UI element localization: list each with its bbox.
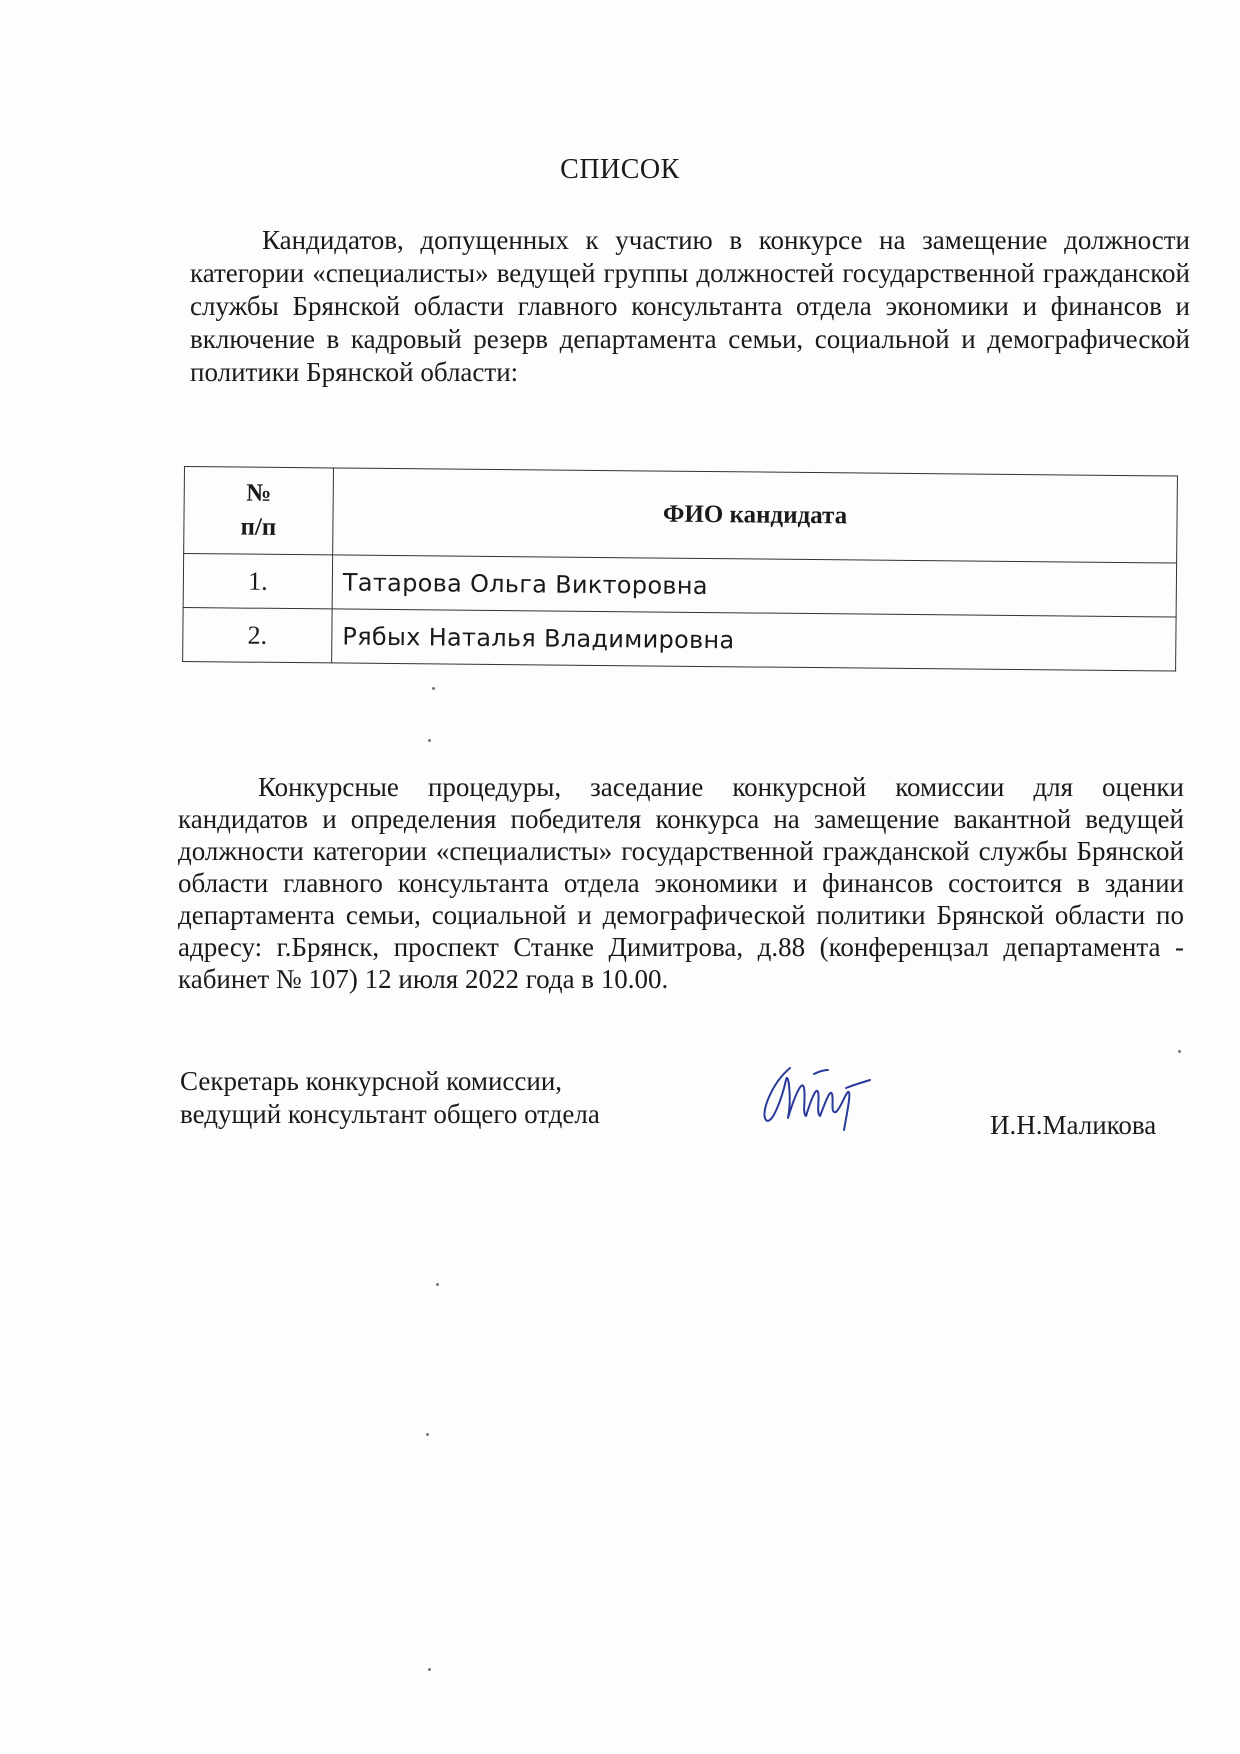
column-header-name: ФИО кандидата [333,468,1178,563]
column-header-number-line2: п/п [240,513,277,541]
scan-speck [432,687,435,690]
candidate-name: Рябых Наталья Владимировна [332,609,1176,671]
intro-paragraph: Кандидатов, допущенных к участию в конкурсе на замещение должности категории «специалисты» ведущей группы должностей государственной гражданской службы Брянской области главного консультанта отдела экономики и финансов и включение в кадровый резерв департамента семьи, социальной и демографической политики Брянской области: [190,225,1190,387]
table-row [183,554,1176,618]
row-number: 1. [183,554,333,609]
candidates-table [182,466,1178,672]
scan-speck [428,1668,431,1671]
scan-speck [1178,1050,1181,1053]
secretary-block [180,1065,600,1131]
column-header-number-line1: № [246,479,272,507]
table-row [183,607,1176,671]
candidate-name: Татарова Ольга Викторовна [332,555,1176,617]
column-header-number [184,467,334,555]
row-number: 2. [183,607,333,662]
scan-speck [436,1283,439,1286]
document-title: СПИСОК [560,154,680,185]
signer-name: И.Н.Маликова [990,1110,1157,1140]
table-header-row [184,467,1178,564]
procedures-paragraph: Конкурсные процедуры, заседание конкурсной комиссии для оценки кандидатов и определения победителя конкурса на замещение вакантной ведущей должности категории «специалисты» государственной гражданской службы Брянской области главного консультанта отдела экономики и финансов состоится в здании департамента семьи, социальной и демографической политики Брянской области по адресу: г.Брянск, проспект Станке Димитрова, д.88 (конференцзал департамента - кабинет № 107) 12 июля 2022 года в 10.00. [178,772,1184,994]
scan-speck [428,739,431,742]
secretary-position: ведущий консультант общего отдела [180,1099,600,1129]
handwritten-signature [752,1058,882,1138]
secretary-title: Секретарь конкурсной комиссии, [180,1066,563,1096]
scan-speck [426,1433,429,1436]
